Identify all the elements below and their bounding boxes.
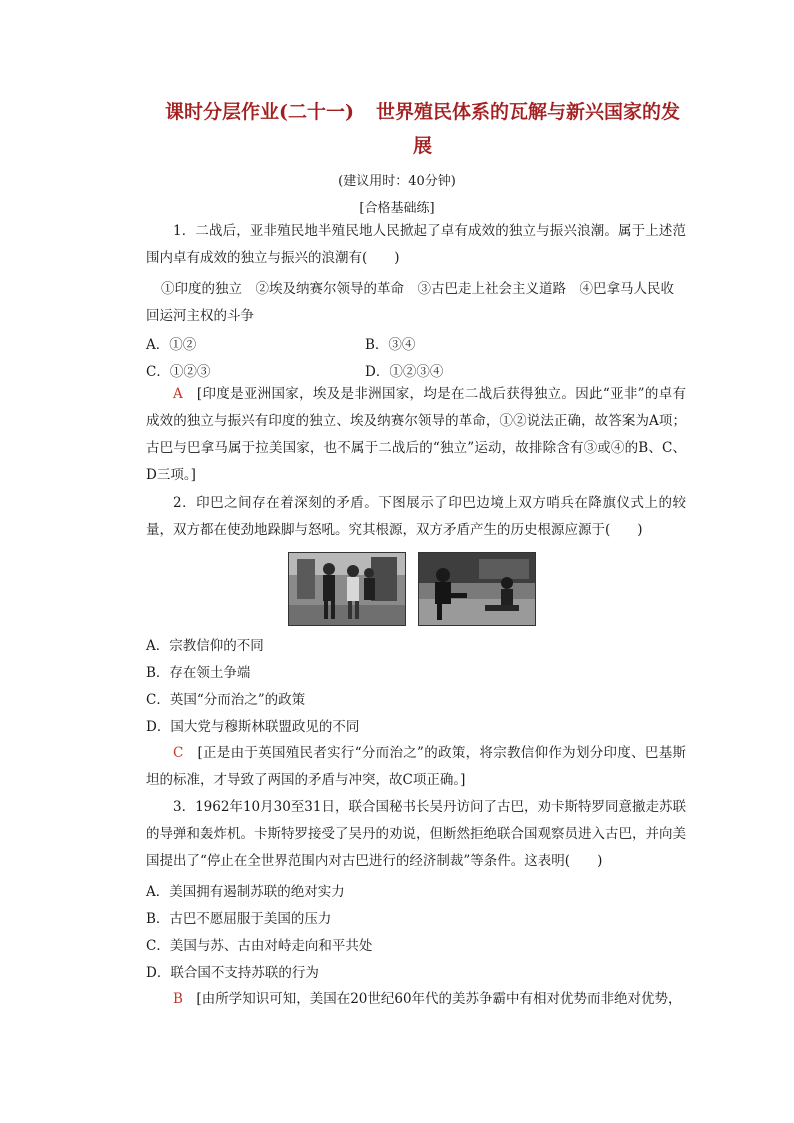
q2-option-d: D．国大党与穆斯林联盟政见的不同 [146, 719, 360, 735]
q1-items-line1: ①印度的独立 ②埃及纳赛尔领导的革命 ③古巴走上社会主义道路 ④巴拿马人民收 [161, 281, 674, 297]
q1-answer-letter: A [173, 386, 183, 402]
q2-option-b: B．存在领土争端 [146, 665, 251, 681]
q1-option-b: B．③④ [365, 337, 416, 353]
q3-answer-explanation: [由所学知识可知，美国在20世纪60年代的美苏争霸中有相对优势而非绝对优势， [196, 991, 682, 1007]
q3-option-c: C．美国与苏、古由对峙走向和平共处 [146, 938, 373, 954]
q1-stem: 1．二战后，亚非殖民地半殖民地人民掀起了卓有成效的独立与振兴浪潮。属于上述范围内卓有成效的独立与振兴的浪潮有( ) [146, 223, 686, 266]
time-note: (建议用时：40分钟) [338, 174, 456, 189]
q1-option-a: A．①② [146, 337, 197, 353]
q1-option-d: D．①②③④ [365, 364, 444, 380]
q2-option-a: A．宗教信仰的不同 [146, 638, 264, 654]
q2-photos [288, 552, 536, 624]
q2-photo-left [288, 552, 406, 626]
title-topic-end: 展 [412, 135, 432, 157]
q2-stem: 2．印巴之间存在着深刻的矛盾。下图展示了印巴边境上双方哨兵在降旗仪式上的较量，双方都在使劲地跺脚与怒吼。究其根源，双方矛盾产生的历史根源应源于( ) [146, 495, 686, 538]
q3-answer-letter: B [173, 991, 183, 1007]
title-topic: 世界殖民体系的瓦解与新兴国家的发 [375, 101, 680, 123]
q2-answer [146, 740, 686, 794]
q3-option-d: D．联合国不支持苏联的行为 [146, 965, 319, 981]
q2-photo-right [418, 552, 536, 626]
q1-answer-explanation: [印度是亚洲国家，埃及是非洲国家，均是在二战后获得独立。因此“亚非”的卓有成效的独立与振兴有印度的独立、埃及纳赛尔领导的革命，①②说法正确，故答案为A项；古巴与巴拿马属于拉美国家，也不属于二战后的“独立”运动，故排除含有③或④的B、C、D三项。] [146, 386, 687, 483]
q2-answer-explanation: [正是由于英国殖民者实行“分而治之”的政策，将宗教信仰作为划分印度、巴基斯坦的标准，才导致了两国的矛盾与冲突，故C项正确。] [146, 745, 687, 788]
q3-answer [146, 986, 686, 1013]
q3-option-a: A．美国拥有遏制苏联的绝对实力 [146, 884, 345, 900]
q2-option-c: C．英国“分而治之”的政策 [146, 692, 306, 708]
q2-answer-letter: C [173, 745, 184, 761]
title-lesson: 课时分层作业(二十一) [165, 101, 354, 123]
section-heading: [合格基础练] [359, 201, 435, 216]
q3-option-b: B．古巴不愿屈服于美国的压力 [146, 911, 332, 927]
page-title [150, 95, 695, 163]
q1-items-line2: 回运河主权的斗争 [146, 308, 254, 324]
q3-stem: 3．1962年10月30至31日，联合国秘书长吴丹访问了古巴，劝卡斯特罗同意撤走苏联的导弹和轰炸机。卡斯特罗接受了吴丹的劝说，但断然拒绝联合国观察员进入古巴，并向美国提出了“停止在全世界范围内对古巴进行的经济制裁”等条件。这表明( ) [146, 799, 686, 869]
q1-option-c: C．①②③ [146, 364, 211, 380]
q1-answer [146, 381, 686, 489]
